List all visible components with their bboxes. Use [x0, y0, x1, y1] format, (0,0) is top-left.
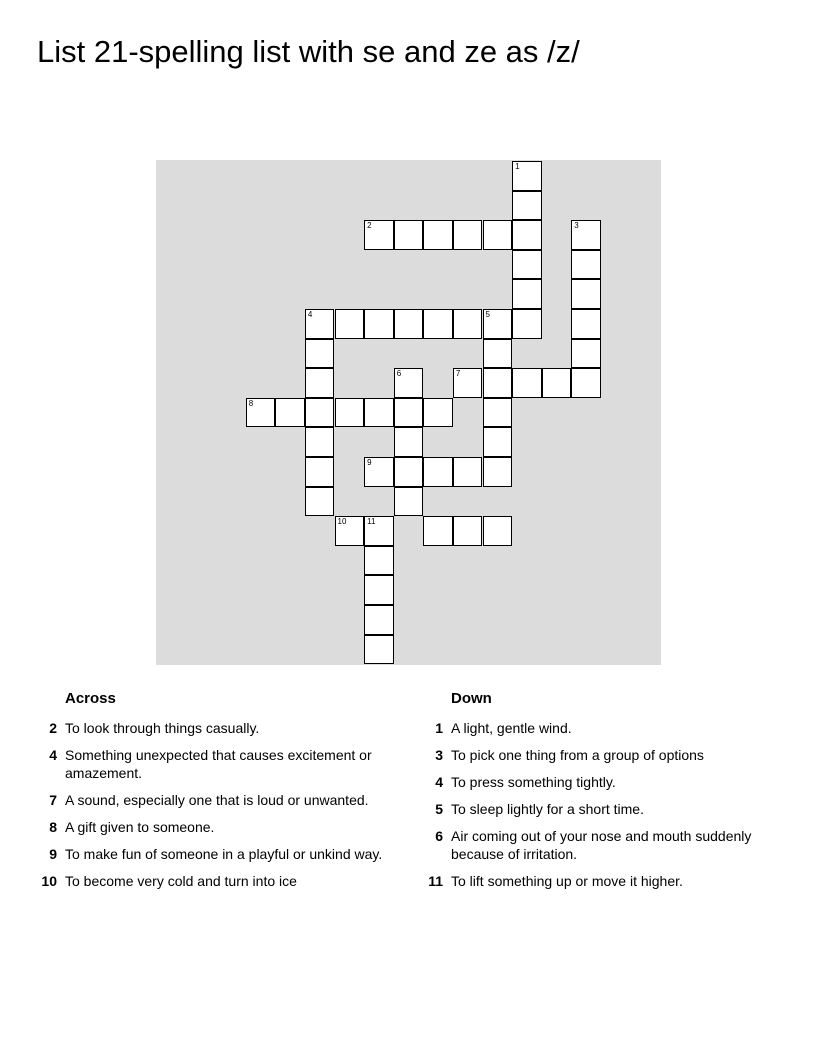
grid-cell[interactable] [305, 487, 335, 517]
grid-cell[interactable] [512, 220, 542, 250]
clue-number: 1 [515, 162, 520, 171]
grid-cell[interactable] [335, 516, 365, 546]
clue-number: 5 [485, 310, 490, 319]
grid-cell[interactable] [483, 368, 513, 398]
across-clue [37, 791, 407, 809]
clue-num: 11 [428, 873, 443, 889]
grid-cell[interactable] [423, 309, 453, 339]
across-clue [37, 872, 407, 890]
grid-cell[interactable] [246, 398, 276, 428]
grid-cell[interactable] [483, 309, 513, 339]
grid-cell[interactable] [453, 309, 483, 339]
grid-cell[interactable] [364, 309, 394, 339]
clue-text: To sleep lightly for a short time. [451, 801, 644, 817]
grid-cell[interactable] [483, 339, 513, 369]
grid-cell[interactable] [483, 457, 513, 487]
grid-cell[interactable] [364, 457, 394, 487]
grid-cell[interactable] [305, 309, 335, 339]
grid-cell[interactable] [453, 220, 483, 250]
clue-num: 6 [435, 828, 443, 844]
grid-cell[interactable] [571, 309, 601, 339]
grid-cell[interactable] [571, 279, 601, 309]
down-clues [423, 688, 783, 899]
grid-cell[interactable] [571, 220, 601, 250]
grid-cell[interactable] [364, 516, 394, 546]
across-clue [37, 746, 407, 782]
down-clue [423, 872, 783, 890]
clue-number: 7 [455, 369, 461, 379]
clue-number: 3 [574, 221, 579, 231]
clue-text: A sound, especially one that is loud or unwanted. [65, 792, 369, 808]
grid-cell[interactable] [275, 398, 305, 428]
grid-cell[interactable] [571, 339, 601, 369]
grid-cell[interactable] [394, 398, 424, 428]
clue-text: To press something tightly. [451, 774, 616, 790]
clue-text: To pick one thing from a group of options [451, 747, 704, 763]
clue-num: 7 [49, 792, 57, 808]
grid-cell[interactable] [423, 516, 453, 546]
clue-text: To look through things casually. [65, 720, 260, 736]
grid-cell[interactable] [394, 427, 424, 457]
clue-number: 11 [367, 517, 376, 527]
grid-cell[interactable] [394, 220, 424, 250]
grid-cell[interactable] [423, 398, 453, 428]
grid-cell[interactable] [542, 368, 572, 398]
crossword-grid [156, 160, 661, 665]
clue-num: 8 [49, 819, 57, 835]
across-heading: Across [65, 690, 116, 707]
grid-cell[interactable] [571, 368, 601, 398]
grid-cell[interactable] [394, 309, 424, 339]
clue-number: 8 [248, 398, 254, 408]
grid-cell[interactable] [394, 368, 424, 398]
across-clues [37, 688, 407, 899]
down-clue [423, 827, 783, 863]
grid-cell[interactable] [512, 279, 542, 309]
grid-cell[interactable] [335, 309, 365, 339]
across-clue-list [37, 719, 407, 890]
grid-cell[interactable] [364, 220, 394, 250]
grid-cell[interactable] [335, 398, 365, 428]
grid-cell[interactable] [305, 457, 335, 487]
clue-number: 2 [367, 221, 372, 231]
grid-cell[interactable] [305, 339, 335, 369]
grid-cell[interactable] [305, 427, 335, 457]
clue-number: 9 [367, 458, 372, 467]
grid-cell[interactable] [512, 161, 542, 191]
clue-num: 1 [435, 720, 443, 736]
grid-cell[interactable] [394, 457, 424, 487]
clue-num: 10 [41, 873, 57, 889]
clue-num: 4 [49, 747, 57, 763]
clue-text: To become very cold and turn into ice [65, 873, 297, 889]
grid-cell[interactable] [453, 368, 483, 398]
clue-num: 2 [49, 720, 57, 736]
grid-cell[interactable] [423, 220, 453, 250]
grid-cell[interactable] [305, 368, 335, 398]
down-clue [423, 719, 783, 737]
grid-cell[interactable] [483, 220, 513, 250]
clue-text: A light, gentle wind. [451, 720, 572, 736]
grid-cell[interactable] [305, 398, 335, 428]
clue-text: Air coming out of your nose and mouth suddenly because of irritation. [451, 828, 752, 862]
across-clue [37, 719, 407, 737]
grid-cell[interactable] [364, 605, 394, 635]
grid-cell[interactable] [364, 635, 394, 665]
grid-cell[interactable] [512, 309, 542, 339]
grid-cell[interactable] [453, 457, 483, 487]
grid-cell[interactable] [423, 457, 453, 487]
grid-cell[interactable] [364, 575, 394, 605]
clue-text: To make fun of someone in a playful or unkind way. [65, 846, 383, 862]
grid-cell[interactable] [364, 398, 394, 428]
down-heading: Down [451, 690, 492, 707]
grid-cell[interactable] [483, 398, 513, 428]
clue-number: 6 [396, 369, 402, 379]
page-title: List 21-spelling list with se and ze as /z/ [37, 34, 580, 69]
grid-cell[interactable] [512, 191, 542, 221]
grid-cell[interactable] [571, 250, 601, 280]
clue-number: 10 [337, 517, 347, 527]
clue-number: 4 [307, 310, 313, 319]
grid-cell[interactable] [483, 516, 513, 546]
clue-text: To lift something up or move it higher. [451, 873, 683, 889]
grid-cell[interactable] [364, 546, 394, 576]
grid-cell[interactable] [512, 368, 542, 398]
across-clue [37, 818, 407, 836]
clue-num: 9 [49, 846, 57, 862]
down-clue [423, 800, 783, 818]
grid-cell[interactable] [512, 250, 542, 280]
clue-text: A gift given to someone. [65, 819, 215, 835]
clue-text: Something unexpected that causes excitement or amazement. [65, 747, 372, 781]
grid-cell[interactable] [483, 427, 513, 457]
clue-num: 5 [435, 801, 443, 817]
grid-cell[interactable] [394, 487, 424, 517]
across-clue [37, 845, 407, 863]
down-clue-list [423, 719, 783, 890]
down-clue [423, 773, 783, 791]
clue-num: 3 [435, 747, 443, 763]
grid-cell[interactable] [453, 516, 483, 546]
down-clue [423, 746, 783, 764]
clue-num: 4 [435, 774, 443, 790]
